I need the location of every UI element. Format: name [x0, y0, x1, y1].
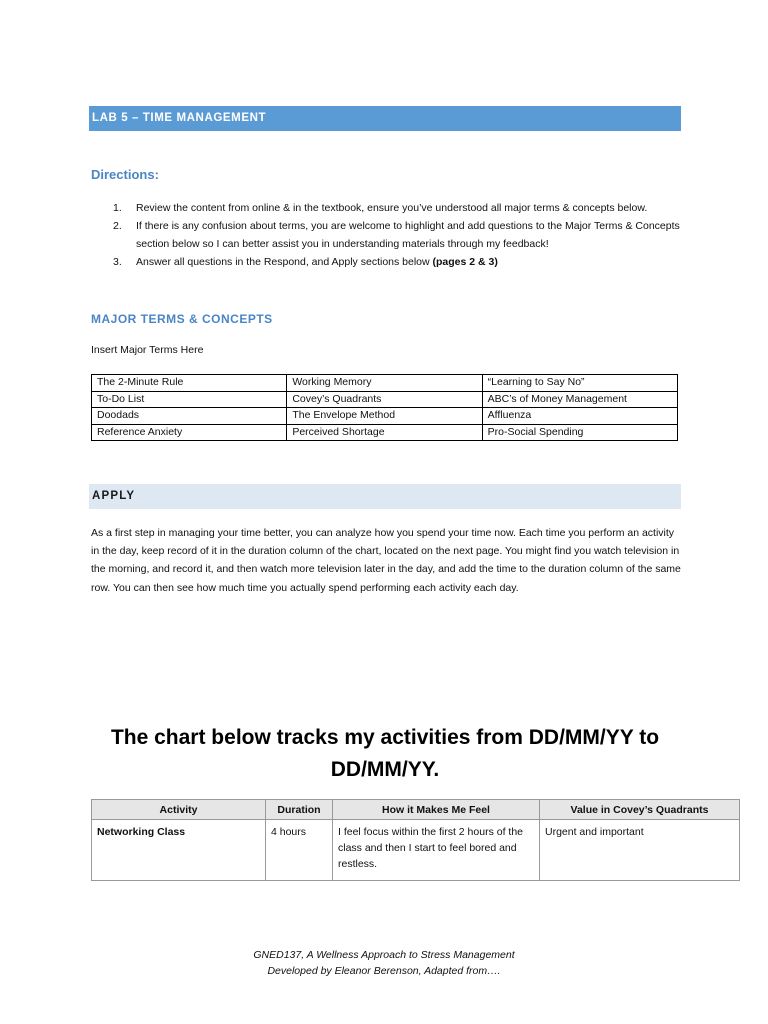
direction-item: [113, 253, 683, 271]
directions-heading: Directions:: [91, 167, 159, 182]
table-cell: Urgent and important: [540, 820, 740, 881]
page-footer: [0, 947, 768, 979]
table-cell: Perceived Shortage: [287, 424, 482, 441]
table-cell: 4 hours: [266, 820, 333, 881]
table-cell: “Learning to Say No”: [482, 375, 677, 392]
table-row: [92, 391, 678, 408]
table-row: [92, 820, 740, 881]
table-cell: Covey’s Quadrants: [287, 391, 482, 408]
table-cell: Doodads: [92, 408, 287, 425]
chart-title: The chart below tracks my activities from DD/MM/YY to DD/MM/YY.: [110, 726, 660, 781]
direction-text: If there is any confusion about terms, you are welcome to highlight and add questions to the Major Terms & Concepts section below so I can better assist you in understanding materials through my feedback!: [136, 220, 680, 250]
table-cell: To-Do List: [92, 391, 287, 408]
direction-text: Review the content from online & in the textbook, ensure you’ve understood all major terms & concepts below.: [136, 202, 648, 214]
major-terms-heading: MAJOR TERMS & CONCEPTS: [91, 312, 273, 326]
major-terms-table: [91, 374, 678, 441]
table-cell: Working Memory: [287, 375, 482, 392]
direction-number: 1.: [113, 202, 122, 214]
table-cell: Pro-Social Spending: [482, 424, 677, 441]
column-header: How it Makes Me Feel: [333, 800, 540, 820]
direction-number: 2.: [113, 220, 122, 232]
column-header: Duration: [266, 800, 333, 820]
directions-list: [113, 199, 683, 271]
lab-title-banner: LAB 5 – TIME MANAGEMENT: [89, 106, 681, 131]
table-row: [92, 375, 678, 392]
footer-line: Developed by Eleanor Berenson, Adapted from….: [267, 965, 501, 977]
table-cell: ABC’s of Money Management: [482, 391, 677, 408]
column-header: Activity: [92, 800, 266, 820]
direction-number: 3.: [113, 256, 122, 268]
apply-paragraph: As a first step in managing your time better, you can analyze how you spend your time now. Each time you perform an activity in the day, keep record of it in the duration column of the chart, located on the next page. You might find you watch television in the morning, and record it, and then watch more television later in the day, and add the time to the duration column of the same row. You can then see how much time you actually spend performing each activity each day.: [91, 527, 681, 594]
table-row: [92, 424, 678, 441]
table-cell: Affluenza: [482, 408, 677, 425]
footer-line: GNED137, A Wellness Approach to Stress Management: [253, 949, 515, 961]
insert-terms-label: Insert Major Terms Here: [91, 344, 204, 356]
column-header: Value in Covey’s Quadrants: [540, 800, 740, 820]
table-cell: I feel focus within the first 2 hours of the class and then I start to feel bored and restless.: [333, 820, 540, 881]
activity-table: [91, 799, 740, 881]
table-cell: The Envelope Method: [287, 408, 482, 425]
table-row: [92, 408, 678, 425]
apply-section-banner: APPLY: [89, 484, 681, 509]
direction-item: [113, 217, 683, 253]
table-cell: Reference Anxiety: [92, 424, 287, 441]
direction-item: [113, 199, 683, 217]
direction-text: Answer all questions in the Respond, and Apply sections below: [136, 256, 433, 268]
direction-emphasis: (pages 2 & 3): [432, 256, 498, 268]
table-cell: The 2-Minute Rule: [92, 375, 287, 392]
table-header-row: [92, 800, 740, 820]
table-cell: Networking Class: [92, 820, 266, 881]
